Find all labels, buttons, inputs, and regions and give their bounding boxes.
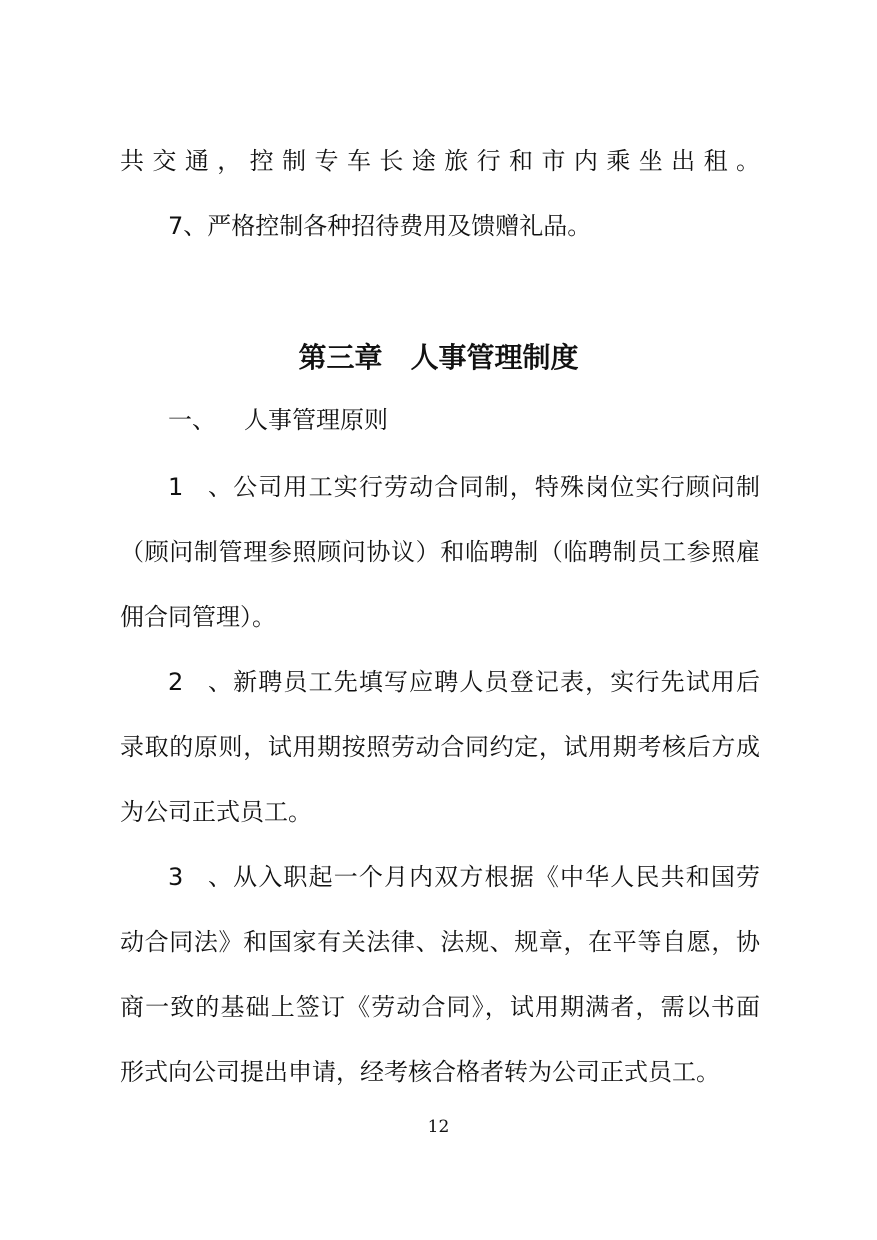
chapter-title: 第三章 人事管理制度 xyxy=(298,341,579,374)
continuation-line: 共交通，控制专车长途旅行和市内乘坐出租。 xyxy=(120,147,760,175)
item-3-line-1 xyxy=(168,861,760,893)
item-2-text: 新聘员工先填写应聘人员登记表，实行先试用后 xyxy=(232,668,760,696)
item-2-number: 2、 xyxy=(168,668,232,696)
item-3-line-2: 动合同法》和国家有关法律、法规、规章，在平等自愿，协 xyxy=(120,928,760,956)
page-number: 12 xyxy=(427,1117,450,1137)
item-3-line-4: 形式向公司提出申请，经考核合格者转为公司正式员工。 xyxy=(120,1058,720,1086)
item-2-line-2: 录取的原则，试用期按照劳动合同约定，试用期考核后方成 xyxy=(120,733,760,761)
item-3-text: 从入职起一个月内双方根据《中华人民共和国劳 xyxy=(232,863,760,891)
item-1-line-3: 佣合同管理）。 xyxy=(120,603,276,631)
section-heading xyxy=(168,404,388,436)
item-1-number: 1、 xyxy=(168,473,232,501)
item-7: 7、严格控制各种招待费用及馈赠礼品。 xyxy=(168,212,592,240)
item-1-text: 公司用工实行劳动合同制，特殊岗位实行顾问制 xyxy=(232,473,760,501)
section-number: 一、 xyxy=(168,406,216,434)
item-3-line-3: 商一致的基础上签订《劳动合同》，试用期满者，需以书面 xyxy=(120,993,760,1021)
item-1-line-2: （顾问制管理参照顾问协议）和临聘制（临聘制员工参照雇 xyxy=(120,538,760,566)
section-title: 人事管理原则 xyxy=(244,406,388,434)
item-2-line-1 xyxy=(168,666,760,698)
item-1-line-1 xyxy=(168,471,760,503)
item-3-number: 3、 xyxy=(168,863,232,891)
item-2-line-3: 为公司正式员工。 xyxy=(120,798,312,826)
